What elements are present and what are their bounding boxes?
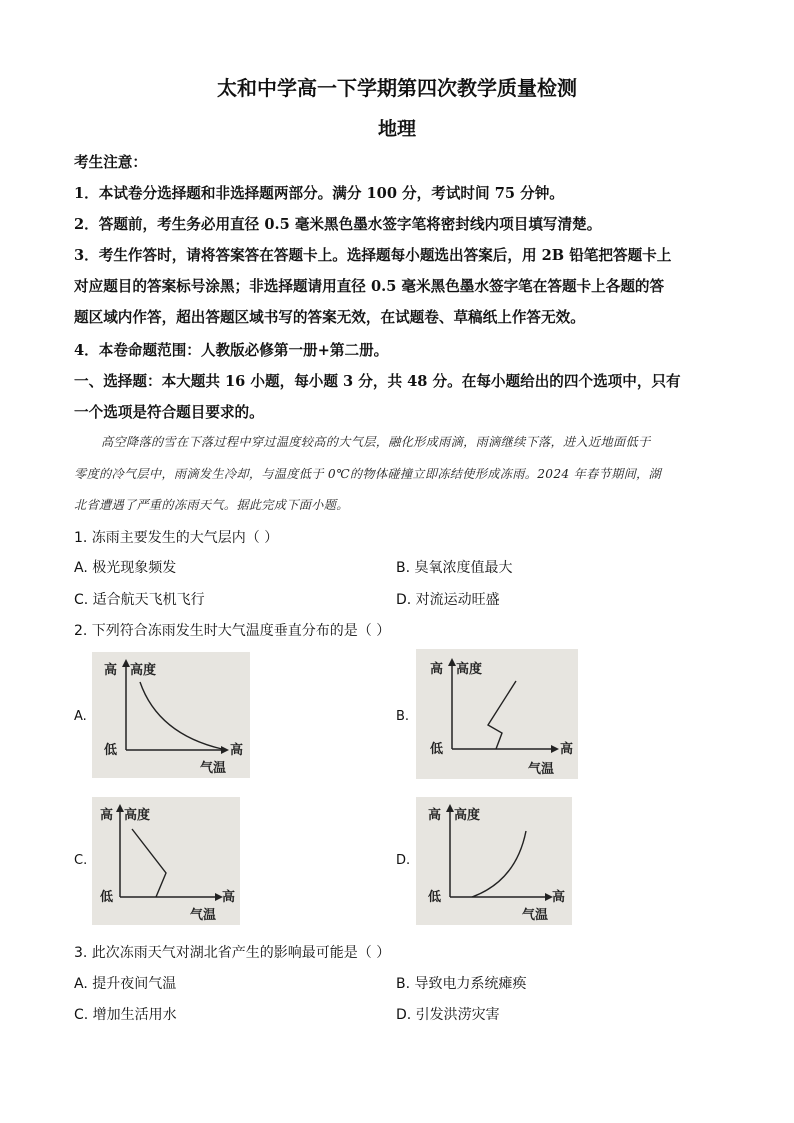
temperature-curve bbox=[472, 831, 526, 897]
notice-item-2: 2．答题前，考生务必用直径 0.5 毫米黑色墨水签字笔将密封线内项目填写清楚。 bbox=[74, 216, 602, 233]
x-axis-title: 气温 bbox=[190, 908, 217, 923]
question-2-stem: 2. 下列符合冻雨发生时大气温度垂直分布的是（ ） bbox=[74, 623, 391, 639]
question-1-option-d: D. 对流运动旺盛 bbox=[396, 592, 500, 608]
question-3-stem: 3. 此次冻雨天气对湖北省产生的影响最可能是（ ） bbox=[74, 945, 391, 961]
y-axis-low-label: 低 bbox=[100, 890, 114, 905]
section-1-instructions-cont: 一个选项是符合题目要求的。 bbox=[74, 404, 264, 421]
notice-heading: 考生注意： bbox=[74, 154, 147, 171]
question-1-option-b: B. 臭氧浓度值最大 bbox=[396, 560, 513, 576]
subject-title: 地理 bbox=[377, 118, 416, 140]
question-1-option-a: A. 极光现象频发 bbox=[74, 560, 177, 576]
question-2-option-b-label: B. bbox=[396, 709, 410, 724]
temperature-curve bbox=[132, 829, 166, 897]
y-axis-high-label: 高 bbox=[104, 663, 118, 678]
x-axis-high-label: 高 bbox=[230, 743, 244, 758]
question-1-option-c: C. 适合航天飞机飞行 bbox=[74, 592, 205, 608]
section-1-instructions: 一、选择题：本大题共 16 小题，每小题 3 分，共 48 分。在每小题给出的四个选项中，只有 bbox=[74, 373, 681, 390]
y-axis-low-label: 低 bbox=[430, 742, 444, 757]
question-3-option-d: D. 引发洪涝灾害 bbox=[396, 1007, 500, 1023]
x-axis-high-label: 高 bbox=[222, 890, 236, 905]
exam-title: 太和中学高一下学期第四次教学质量检测 bbox=[217, 76, 577, 100]
passage-line-1: 高空降落的雪在下落过程中穿过温度较高的大气层，融化形成雨滴，雨滴继续下落，进入近地面低于 bbox=[101, 435, 651, 449]
notice-item-3: 3．考生作答时，请将答案答在答题卡上。选择题每小题选出答案后，用 2B 铅笔把答题卡上 bbox=[74, 247, 672, 264]
x-axis-title: 气温 bbox=[200, 761, 227, 776]
x-axis-high-label: 高 bbox=[560, 742, 574, 757]
question-3-option-a: A. 提升夜间气温 bbox=[74, 976, 177, 992]
y-axis-high-label: 高 bbox=[430, 662, 444, 677]
y-axis-low-label: 低 bbox=[104, 743, 118, 758]
question-1-stem: 1. 冻雨主要发生的大气层内（ ） bbox=[74, 530, 279, 546]
y-axis-low-label: 低 bbox=[428, 890, 442, 905]
question-2-option-c-graph bbox=[92, 797, 240, 925]
question-2-option-b-graph bbox=[416, 649, 578, 779]
y-axis-high-label: 高 bbox=[100, 808, 114, 823]
notice-item-1: 1．本试卷分选择题和非选择题两部分。满分 100 分，考试时间 75 分钟。 bbox=[74, 185, 564, 202]
passage-line-2: 零度的冷气层中，雨滴发生冷却，与温度低于 0℃的物体碰撞立即冻结使形成冻雨。2024 年春节期间，湖 bbox=[74, 467, 662, 481]
question-3-option-c: C. 增加生活用水 bbox=[74, 1007, 177, 1023]
notice-item-3-cont2: 题区域内作答，超出答题区域书写的答案无效，在试题卷、草稿纸上作答无效。 bbox=[74, 309, 585, 326]
question-2-option-d-label: D. bbox=[396, 853, 411, 868]
question-3-option-b: B. 导致电力系统瘫痪 bbox=[396, 976, 527, 992]
question-2-option-a-graph bbox=[92, 652, 250, 778]
x-axis-title: 气温 bbox=[528, 762, 555, 777]
temperature-curve bbox=[488, 681, 516, 749]
question-2-option-d-graph bbox=[416, 797, 572, 925]
y-axis-title: 高度 bbox=[456, 662, 483, 677]
question-2-option-c-label: C. bbox=[74, 853, 88, 868]
temperature-curve bbox=[140, 682, 222, 749]
question-2-option-a-label: A. bbox=[74, 709, 87, 724]
notice-item-3-cont: 对应题目的答案标号涂黑；非选择题请用直径 0.5 毫米黑色墨水签字笔在答题卡上各题的答 bbox=[74, 278, 665, 295]
y-axis-title: 高度 bbox=[130, 663, 157, 678]
passage-line-3: 北省遭遇了严重的冻雨天气。据此完成下面小题。 bbox=[74, 498, 349, 512]
y-axis-high-label: 高 bbox=[428, 808, 442, 823]
x-axis-title: 气温 bbox=[522, 908, 549, 923]
x-axis-high-label: 高 bbox=[552, 890, 566, 905]
y-axis-title: 高度 bbox=[124, 808, 151, 823]
notice-item-4: 4．本卷命题范围：人教版必修第一册+第二册。 bbox=[74, 342, 389, 359]
y-axis-title: 高度 bbox=[454, 808, 481, 823]
